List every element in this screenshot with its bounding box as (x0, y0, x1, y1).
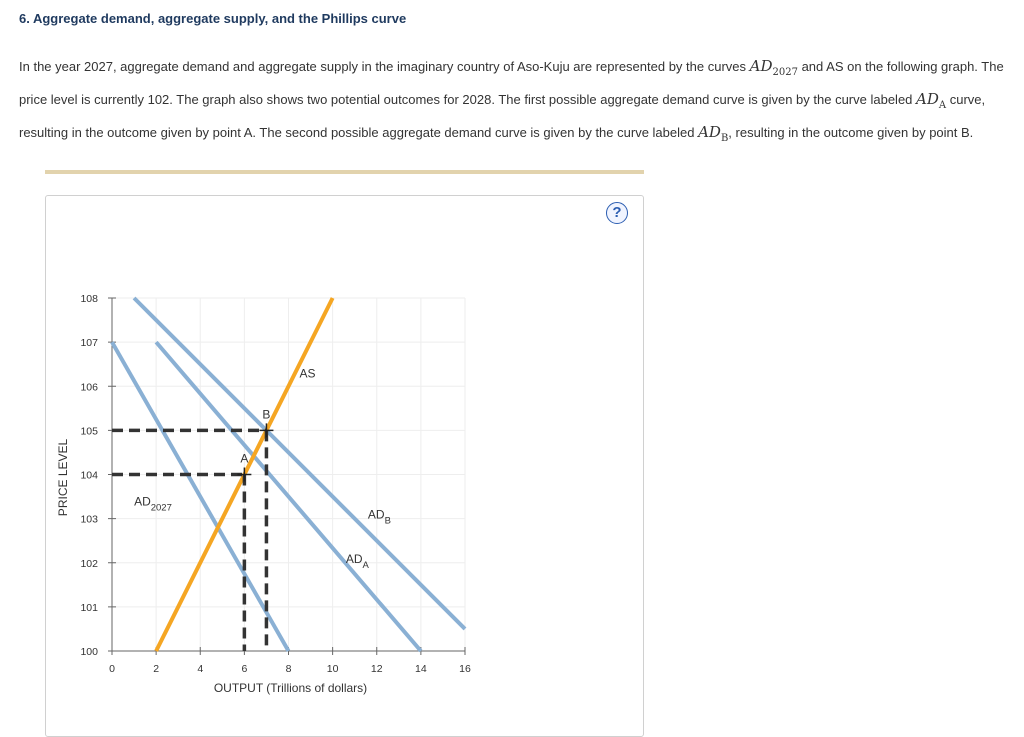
y-tick-label: 107 (80, 337, 98, 350)
x-tick-label: 16 (459, 663, 471, 675)
ad-b-label-sub: B (384, 515, 391, 527)
x-tick-label: 8 (285, 663, 292, 675)
adb-symbol: $AD_B$ (698, 123, 729, 144)
question-title: 6. Aggregate demand, aggregate supply, and the Phillips curve (19, 11, 407, 26)
ad-2027-label: AD (134, 494, 151, 509)
x-axis-title: OUTPUT (Trillions of dollars) (213, 681, 368, 695)
x-tick-label: 14 (415, 663, 427, 675)
help-icon[interactable]: ? (606, 202, 628, 224)
ad-b-label: AD (367, 507, 385, 522)
x-tick-label: 2 (153, 663, 160, 675)
y-tick-label: 108 (80, 293, 98, 305)
ad-a-label-sub: A (362, 559, 369, 571)
intro-text-2: and AS on the following graph. The price level is currently 102. The graph also shows two potential outcomes for 2028. The first possible aggregate demand curve is given by the curve labeled (19, 59, 1004, 107)
x-tick-label: 6 (241, 663, 248, 675)
point-label-A: A (240, 451, 249, 466)
as-label: AS (299, 366, 316, 381)
x-tick-label: 10 (326, 663, 339, 675)
ad2027-symbol: $AD_{2027}$ (749, 57, 798, 78)
point-label-B: B (262, 407, 271, 422)
ad-2027-label-sub: 2027 (150, 502, 172, 514)
ada-symbol: $AD_A$ (916, 90, 947, 111)
dash-layer (112, 423, 273, 651)
x-tick-label: 12 (370, 663, 383, 675)
y-tick-label: 100 (80, 646, 98, 658)
y-tick-label: 101 (80, 601, 98, 614)
ad-a-label: AD (345, 551, 363, 566)
intro-text-3: curve, resulting in the outcome given by point A. The second possible aggregate demand curve is given by the curve labeled (19, 92, 986, 140)
y-tick-label: 105 (80, 425, 98, 438)
intro-text-4: , resulting in the outcome given by point B. (728, 125, 974, 140)
y-tick-label: 103 (80, 513, 98, 526)
ad-b-curve (134, 298, 465, 629)
y-axis-title: PRICE LEVEL (56, 438, 70, 517)
y-tick-label: 102 (80, 557, 98, 570)
x-tick-label: 0 (109, 663, 115, 675)
x-tick-label: 4 (197, 663, 204, 675)
y-tick-label: 104 (80, 469, 98, 482)
y-tick-label: 106 (80, 381, 98, 394)
intro-text-1: In the year 2027, aggregate demand and aggregate supply in the imaginary country of Aso-Kuju are represented by the curves (19, 59, 750, 74)
